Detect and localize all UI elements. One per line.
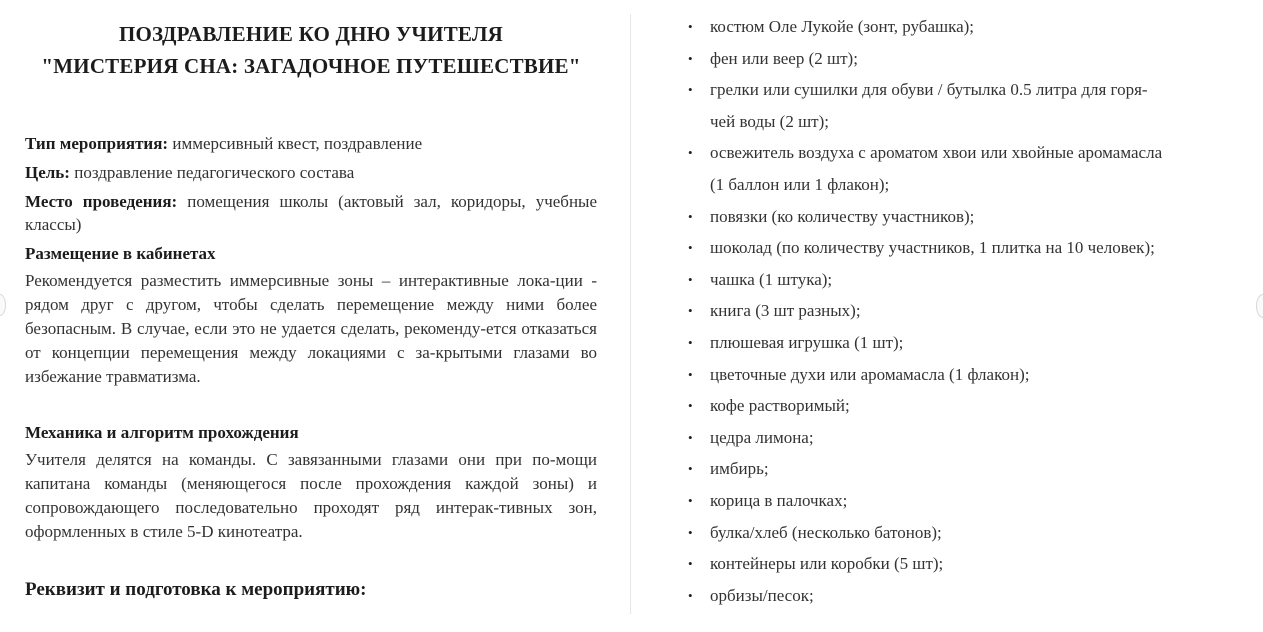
bullet-icon: •	[688, 208, 693, 224]
list-item	[686, 43, 1246, 75]
list-item-text: освежитель воздуха с ароматом хвои или хвойные аромамасла	[710, 143, 1163, 163]
bullet-icon: •	[688, 587, 693, 603]
bullet-icon: •	[688, 524, 693, 540]
list-item	[686, 548, 1246, 580]
props-heading: Реквизит и подготовка к мероприятию:	[25, 579, 367, 600]
bullet-icon: •	[688, 492, 693, 508]
list-item-text: фен или веер (2 шт);	[710, 48, 858, 68]
goal-value: поздравление педагогического состава	[69, 163, 355, 182]
event-type-value: иммерсивный квест, поздравление	[168, 134, 423, 153]
event-type-label: Тип мероприятия:	[25, 134, 169, 153]
list-item-text: кофе растворимый;	[710, 396, 850, 416]
bullet-icon: •	[688, 398, 693, 414]
list-item-text: цветочные духи или аромамасла (1 флакон);	[710, 364, 1030, 384]
list-item-text: имбирь;	[710, 459, 769, 479]
mechanics-paragraph: Учителя делятся на команды. С завязанными глазами они при по-мощи капитана команды (меняющегося после прохождения каждой зоны) и сопровождающего последовательно проходят ряд интерак-тивных зон, оформленных в стиле 5-D кинотеатра.	[25, 450, 597, 541]
list-item-text-continuation: чей воды (2 шт);	[710, 111, 829, 131]
bullet-icon: •	[688, 461, 693, 477]
list-item	[686, 453, 1246, 485]
list-item	[686, 422, 1246, 454]
placement-paragraph: Рекомендуется разместить иммерсивные зоны – интерактивные лока-ции - рядом друг с другом, чтобы сделать перемещение между ними более безопасным. В случае, если это не удается сделать, рекоменду-ется отказаться от концепции перемещения между локациями с за-крытыми глазами во избежание травматизма.	[25, 271, 597, 386]
scroll-edge-marker-right	[1256, 294, 1263, 318]
props-list	[686, 11, 1246, 611]
list-item	[686, 517, 1246, 549]
venue-field	[25, 190, 597, 236]
bullet-icon: •	[688, 240, 693, 256]
title-line-2: "МИСТЕРИЯ СНА: ЗАГАДОЧНОЕ ПУТЕШЕСТВИЕ"	[41, 54, 581, 78]
bullet-icon: •	[688, 82, 693, 98]
list-item-text: контейнеры или коробки (5 шт);	[710, 554, 944, 574]
list-item-text: корица в палочках;	[710, 490, 848, 510]
list-item-text: плюшевая игрушка (1 шт);	[710, 332, 904, 352]
list-item	[686, 327, 1246, 359]
mechanics-heading: Механика и алгоритм прохождения	[25, 423, 299, 442]
bullet-icon: •	[688, 271, 693, 287]
venue-label: Место проведения:	[25, 192, 178, 211]
bullet-icon: •	[688, 145, 693, 161]
bullet-icon: •	[688, 429, 693, 445]
list-item-text: чашка (1 штука);	[710, 269, 833, 289]
list-item	[686, 232, 1246, 264]
list-item-text: цедра лимона;	[710, 427, 814, 447]
scroll-edge-marker-left	[0, 294, 6, 316]
list-item	[686, 137, 1246, 200]
list-item	[686, 295, 1246, 327]
venue-value: помещения школы (актовый зал, коридоры, учебные классы)	[25, 192, 598, 234]
title-line-1: ПОЗДРАВЛЕНИЕ КО ДНЮ УЧИТЕЛЯ	[118, 22, 504, 46]
right-column	[686, 11, 1246, 611]
placement-heading: Размещение в кабинетах	[25, 244, 216, 263]
list-item	[686, 390, 1246, 422]
list-item-text: книга (3 шт разных);	[710, 301, 861, 321]
list-item-text: повязки (ко количеству участников);	[710, 206, 975, 226]
list-item	[686, 74, 1246, 137]
event-type-field	[25, 132, 597, 155]
list-item	[686, 485, 1246, 517]
list-item	[686, 201, 1246, 233]
goal-label: Цель:	[25, 163, 70, 182]
bullet-icon: •	[688, 303, 693, 319]
bullet-icon: •	[688, 19, 693, 34]
list-item-text: грелки или сушилки для обуви / бутылка 0.5 литра для горя-	[710, 80, 1148, 100]
bullet-icon: •	[688, 556, 693, 572]
bullet-icon: •	[688, 366, 693, 382]
list-item	[686, 359, 1246, 391]
bullet-icon: •	[688, 334, 693, 350]
left-column	[25, 18, 597, 602]
column-divider	[630, 14, 631, 614]
goal-field	[25, 161, 597, 184]
list-item	[686, 264, 1246, 296]
list-item-text: костюм Оле Лукойе (зонт, рубашка);	[710, 17, 975, 36]
bullet-icon: •	[688, 50, 693, 66]
list-item-text: шоколад (по количеству участников, 1 плитка на 10 человек);	[710, 238, 1155, 258]
list-item	[686, 11, 1246, 43]
list-item	[686, 580, 1246, 612]
list-item-text: орбизы/песок;	[710, 585, 814, 605]
list-item-text-continuation: (1 баллон или 1 флакон);	[710, 174, 890, 194]
list-item-text: булка/хлеб (несколько батонов);	[710, 522, 942, 542]
